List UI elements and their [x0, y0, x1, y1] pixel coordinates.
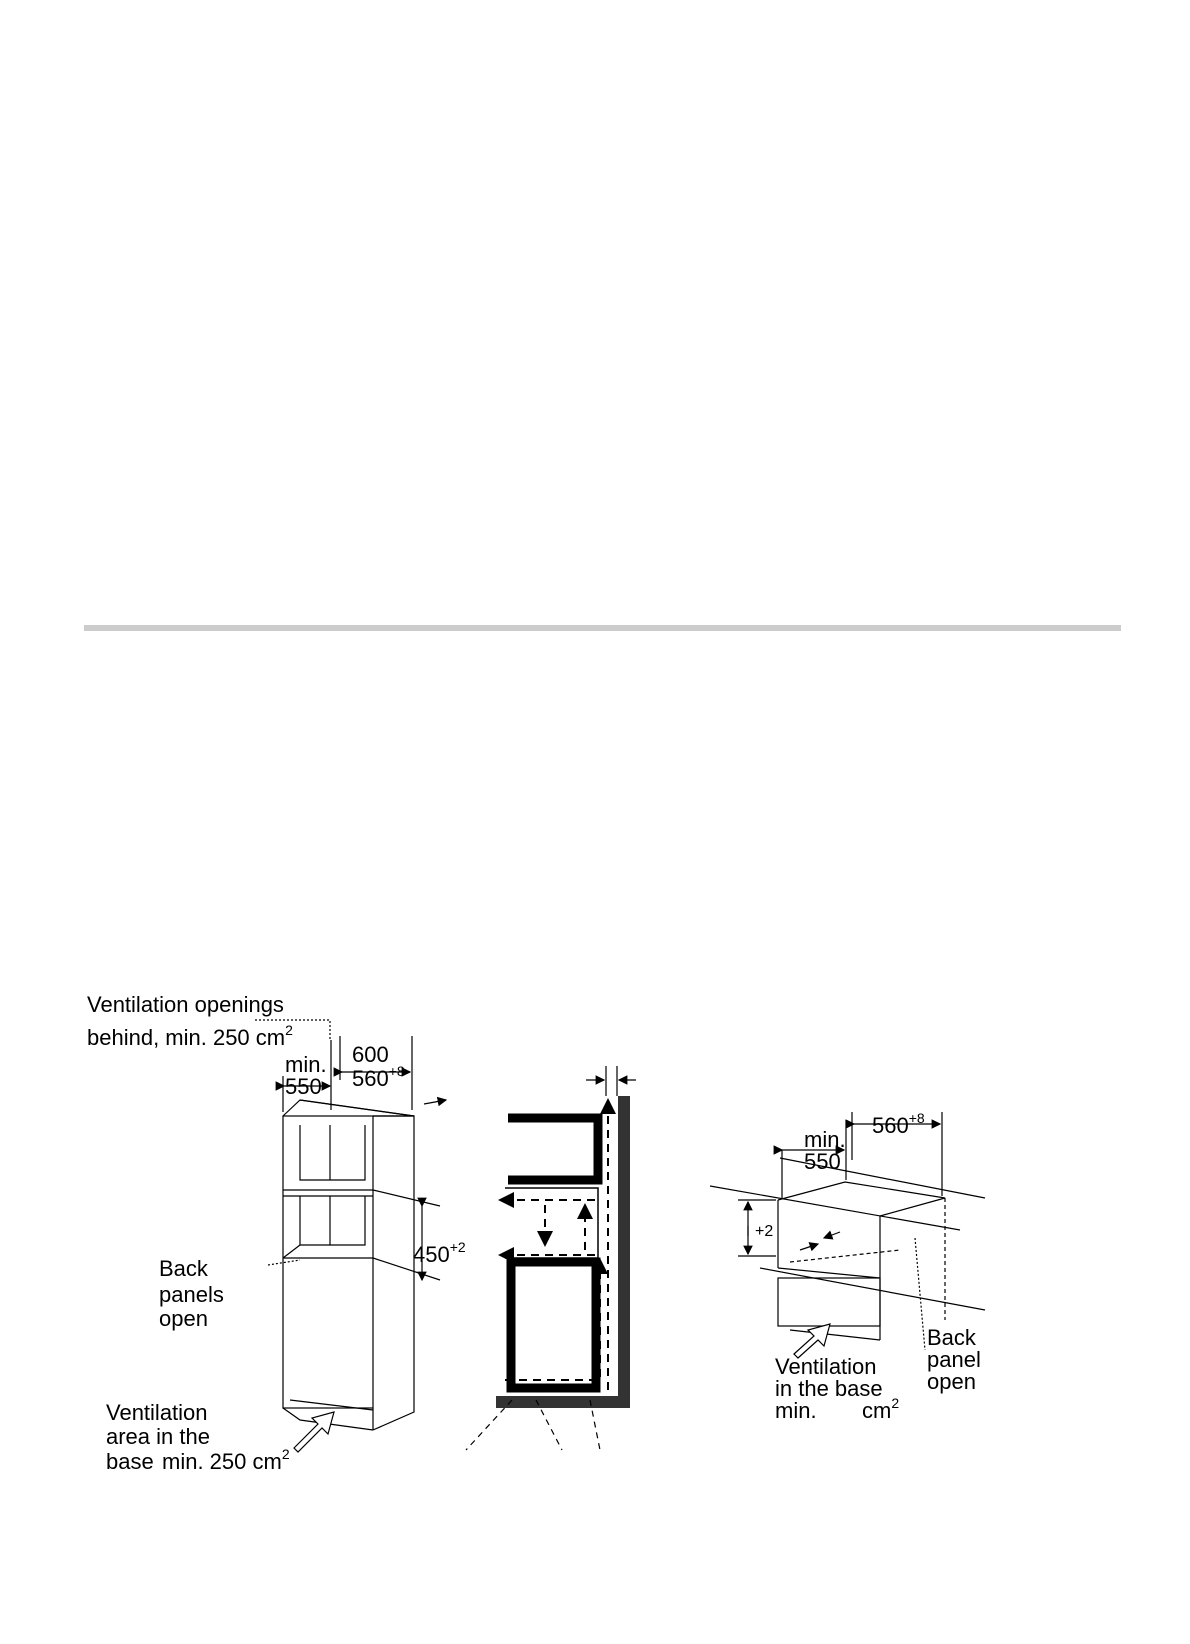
vent-openings-label: Ventilation openings: [87, 992, 284, 1017]
back-panels-label-2: panels: [159, 1282, 224, 1307]
vent-area-label-2: area in the: [106, 1424, 210, 1449]
dim-450-label: $450^{+2}$: [413, 1239, 466, 1267]
section-airflow-drawing: [466, 1066, 636, 1450]
right-dim-plus2-label: +2: [755, 1223, 774, 1240]
dim-min-label: min.: [285, 1052, 327, 1077]
back-panels-label-3: open: [159, 1306, 208, 1331]
vent-base-min-label: min.: [775, 1398, 817, 1423]
vent-openings-min-label: behind, min. 250 $cm^2$: [87, 1022, 293, 1050]
base-unit-drawing: [710, 1112, 985, 1358]
vent-area-label-3: base: [106, 1449, 154, 1474]
dim-600-label: 600: [352, 1042, 389, 1067]
vent-base-cm-label: $cm^2$: [862, 1395, 900, 1423]
vent-base-label-2: in the base: [775, 1376, 883, 1401]
dim-550-label: 550: [285, 1074, 322, 1099]
vent-area-label-1: Ventilation: [106, 1400, 208, 1425]
back-panel-label-1: Back: [927, 1325, 976, 1350]
right-dim-min-label: min.: [804, 1127, 846, 1152]
vent-base-label-1: Ventilation: [775, 1354, 877, 1379]
right-dim-550-label: 550: [804, 1149, 841, 1174]
back-panel-label-3: open: [927, 1369, 976, 1394]
back-panels-label-1: Back: [159, 1256, 208, 1281]
vent-area-min-label: min. 250 $cm^2$: [162, 1446, 290, 1474]
back-panel-label-2: panel: [927, 1347, 981, 1372]
tall-cabinet-drawing: [255, 1020, 446, 1452]
dim-560-label: $560^{+8}$: [352, 1063, 405, 1091]
right-dim-560-label: $560^{+8}$: [872, 1110, 925, 1138]
